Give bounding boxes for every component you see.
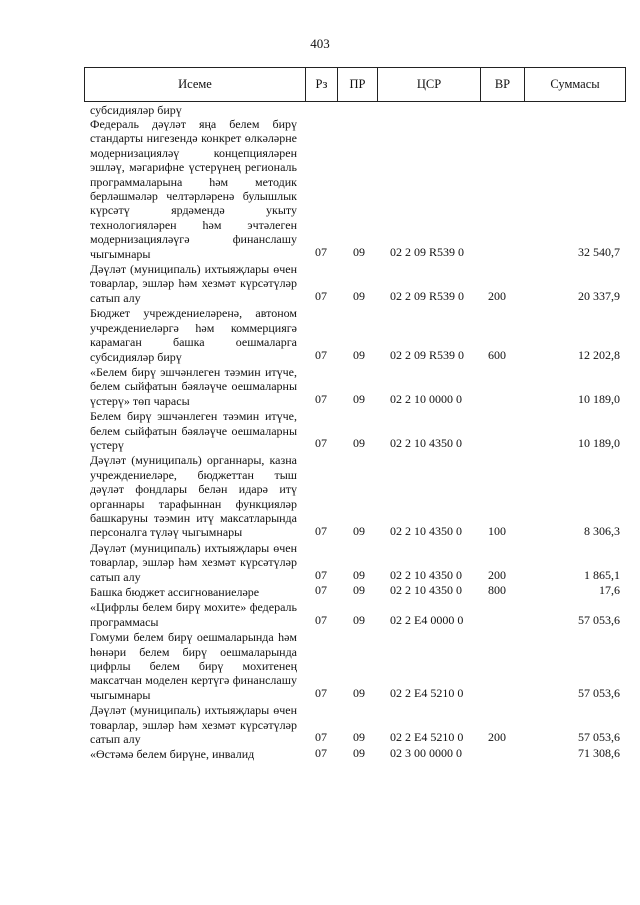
- row-sum: 57 053,6: [578, 730, 620, 745]
- table-row: [90, 306, 630, 365]
- row-rz: 07: [315, 613, 327, 628]
- row-sum: 1 865,1: [584, 568, 620, 582]
- row-sum: 8 306,3: [584, 523, 620, 538]
- row-pr: 09: [353, 730, 365, 745]
- row-rz: 07: [315, 568, 327, 582]
- table-header: [84, 67, 626, 102]
- row-pr: 09: [353, 392, 365, 407]
- row-csr: 02 2 E4 5210 0: [390, 686, 464, 701]
- row-csr: 02 2 E4 5210 0: [390, 730, 464, 745]
- header-name: Исеме: [85, 68, 306, 101]
- row-description: Белем бирү эшчәнлеген тәэмин итүче, белем сыйфатын бәяләүче оешмаларны үстерү: [90, 409, 297, 452]
- row-csr: 02 2 10 4350 0: [390, 523, 462, 538]
- row-sum: 57 053,6: [578, 686, 620, 701]
- row-description: Дәүләт (муниципаль) ихтыяҗлары өчен товарлар, эшләр һәм хезмәт күрсәтүләр сатып алу: [90, 540, 297, 584]
- row-pr: 09: [353, 568, 365, 582]
- row-rz: 07: [315, 583, 327, 598]
- row-vr: 100: [488, 523, 506, 538]
- table-row: [90, 600, 630, 630]
- row-description: «Өстәмә белем бирүне, инвалид: [90, 747, 255, 762]
- table-row: [90, 117, 630, 262]
- row-pr: 09: [353, 583, 365, 598]
- table-row: [90, 585, 630, 600]
- row-pr: 09: [353, 523, 365, 538]
- row-description: Дәүләт (муниципаль) ихтыяҗлары өчен товарлар, эшләр һәм хезмәт күрсәтүләр сатып алу: [90, 703, 297, 747]
- row-csr: 02 2 09 R539 0: [390, 347, 465, 362]
- row-sum: 10 189,0: [578, 436, 620, 451]
- row-csr: 02 2 10 0000 0: [390, 392, 462, 407]
- row-description: Дәүләт (муниципаль) ихтыяҗлары өчен товарлар, эшләр һәм хезмәт күрсәтүләр сатып алу: [90, 262, 297, 305]
- row-csr: 02 2 10 4350 0: [390, 583, 462, 598]
- row-sum: 32 540,7: [578, 245, 620, 260]
- row-csr: 02 2 09 R539 0: [390, 289, 465, 304]
- table-row: [90, 703, 630, 747]
- row-rz: 07: [315, 436, 327, 451]
- header-pr: ПР: [338, 68, 378, 101]
- row-csr: 02 2 10 4350 0: [390, 568, 462, 582]
- row-csr: 02 2 E4 0000 0: [390, 613, 464, 628]
- row-description: Федераль дәүләт яңа белем бирү стандарты нигезендә конкрет өлкәләрне модернизацияләү концепцияләрен эшләү, мәгарифне үстерүнең региональ программаларына һәм методик берләшмәләр челтәрләренә булышлык күрсәтү ярдәмендә укыту технологияләрен һәм эчтәлеген модернизацияләүгә финанслашу чыгымнары: [90, 117, 297, 261]
- page-number: 403: [310, 36, 330, 51]
- row-sum: 10 189,0: [578, 392, 620, 407]
- row-sum: 57 053,6: [578, 613, 620, 628]
- row-rz: 07: [315, 730, 327, 745]
- table-row: [90, 409, 630, 453]
- continuation-text: субсидияләр бирү: [90, 103, 182, 117]
- table-row: [90, 747, 630, 762]
- row-pr: 09: [353, 686, 365, 701]
- row-sum: 12 202,8: [578, 347, 620, 362]
- header-sum: Суммасы: [550, 77, 600, 91]
- row-pr: 09: [353, 745, 365, 760]
- row-description: «Белем бирү эшчәнлеген тәэмин итүче, белем сыйфатын бәяләүче оешмаларны үстерү» төп чарасы: [90, 364, 297, 408]
- table-row: [90, 262, 630, 306]
- row-description: Бюджет учреждениеләренә, автоном учреждениеләргә һәм коммерциягә карамаган башка оешмаларга субсидияләр бирү: [90, 306, 297, 364]
- row-rz: 07: [315, 347, 327, 362]
- header-csr: ЦСР: [378, 68, 481, 101]
- row-sum: 17,6: [599, 583, 620, 598]
- row-pr: 09: [353, 347, 365, 362]
- row-pr: 09: [353, 289, 365, 304]
- row-rz: 07: [315, 523, 327, 538]
- row-description: Гомуми белем бирү оешмаларында һәм һөнәри белем бирү оешмаларында цифрлы белем бирү мохитенең максатчан моделен кертүгә финанслашу чыгымнары: [90, 630, 297, 702]
- row-rz: 07: [315, 392, 327, 407]
- row-pr: 09: [353, 245, 365, 260]
- row-sum: 20 337,9: [578, 289, 620, 304]
- row-vr: 600: [488, 347, 506, 362]
- row-rz: 07: [315, 686, 327, 701]
- row-csr: 02 2 10 4350 0: [390, 436, 462, 451]
- table-row: [90, 453, 630, 540]
- row-vr: 800: [488, 583, 506, 598]
- header-rz: Рз: [306, 68, 338, 101]
- header-vr: ВР: [481, 68, 525, 101]
- table-row: [90, 630, 630, 703]
- table-body: [90, 103, 630, 763]
- table-row: [90, 541, 630, 585]
- row-rz: 07: [315, 745, 327, 760]
- row-description: Башка бюджет ассигнованиеләре: [90, 585, 260, 599]
- row-csr: 02 2 09 R539 0: [390, 245, 465, 260]
- row-rz: 07: [315, 245, 327, 260]
- row-description: Дәүләт (муниципаль) органнары, казна учреждениеләре, бюджеттан тыш дәүләт фондлары белән идарә итү органнары тарафыннан функцияләр башкаруны тәэмин итү максатларында персоналга түләү чыгымнары: [90, 453, 297, 540]
- row-pr: 09: [353, 613, 365, 628]
- row-vr: 200: [488, 568, 506, 582]
- row-vr: 200: [488, 289, 506, 304]
- row-vr: 200: [488, 730, 506, 745]
- row-description: «Цифрлы белем бирү мохите» федераль программасы: [90, 600, 297, 629]
- table-row: [90, 365, 630, 409]
- row-pr: 09: [353, 436, 365, 451]
- row-sum: 71 308,6: [578, 745, 620, 760]
- row-csr: 02 3 00 0000 0: [390, 745, 462, 760]
- row-rz: 07: [315, 289, 327, 304]
